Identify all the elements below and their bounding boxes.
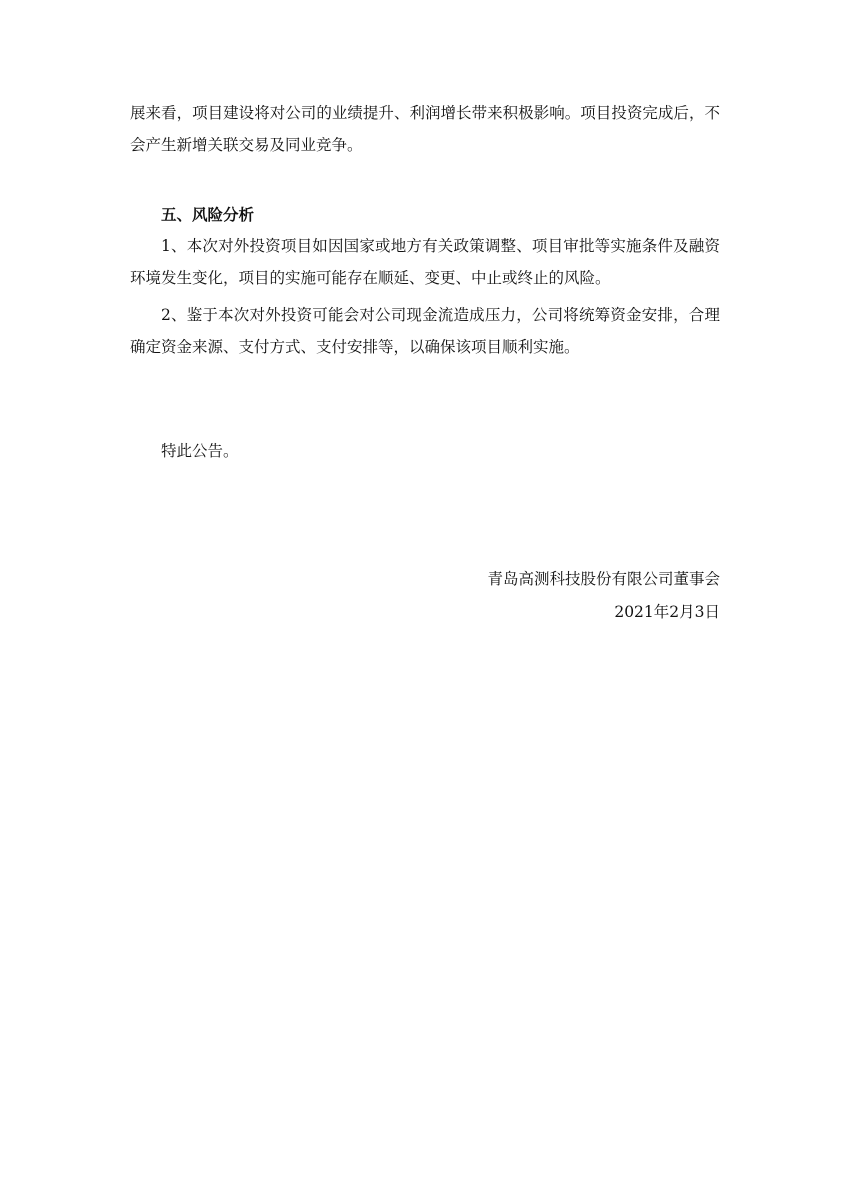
risk-item-2: 2、鉴于本次对外投资可能会对公司现金流造成压力，公司将统筹资金安排，合理确定资金来源、支付方式、支付安排等，以确保该项目顺利实施。 — [130, 306, 720, 356]
risk-item-1: 1、本次对外投资项目如因国家或地方有关政策调整、项目审批等实施条件及融资环境发生变化，项目的实施可能存在顺延、变更、中止或终止的风险。 — [130, 237, 720, 287]
continued-paragraph: 展来看，项目建设将对公司的业绩提升、利润增长带来积极影响。项目投资完成后，不会产生新增关联交易及同业竞争。 — [130, 104, 720, 154]
section-heading-risk-analysis: 五、风险分析 — [161, 206, 255, 224]
closing-statement: 特此公告。 — [161, 442, 239, 460]
signature-company: 青岛高测科技股份有限公司董事会 — [487, 570, 720, 588]
signature-date: 2021年2月3日 — [614, 603, 720, 621]
